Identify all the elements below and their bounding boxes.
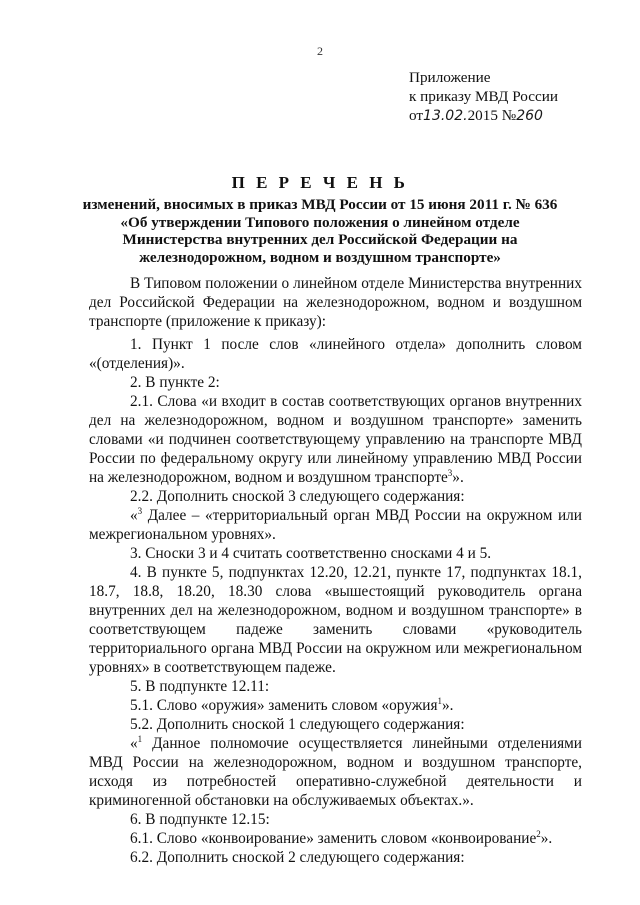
- appendix-order-ref: к приказу МВД России: [409, 88, 558, 105]
- paragraph-2-1-text: 2.1. Слова «и входит в состав соответствующих органов внутренних дел на железнодорожном, водном и воздушном транспорте» заменить словами «и подчинен соответствующему управлению на транспорте МВД России по федеральному округу или линейному управлению МВД России на железнодорожном, водном и воздушном транспорте: [89, 393, 582, 486]
- paragraph-5-1-text: 5.1. Слово «оружия» заменить словом «оружия: [130, 697, 438, 714]
- title-line-1: изменений, вносимых в приказ МВД России от 15 июня 2011 г. № 636: [82, 196, 558, 213]
- title-heading: П Е Р Е Ч Е Н Ь: [231, 173, 409, 192]
- paragraph-5-2: 5.2. Дополнить сноской 1 следующего содержания:: [130, 716, 465, 733]
- footnote-1-mark: 1: [137, 733, 143, 744]
- paragraph-6-1: [89, 829, 582, 848]
- paragraph-2: 2. В пункте 2:: [130, 374, 220, 391]
- footnote-ref-1: 1: [437, 695, 442, 706]
- paragraph-4: 4. В пункте 5, подпунктах 12.20, 12.21, пункте 17, подпунктах 18.1, 18.7, 18.8, 18.20, 18.30 слова «вышестоящий руководитель органа внутренних дел на железнодорожном, водном и воздушном транспорте» в соответствующем падеже заменить словами «руководитель территориального органа МВД России на окружном или межрегиональном уровнях» в соответствующем падеже.: [89, 564, 582, 676]
- date-year: 2015: [467, 107, 498, 124]
- paragraph-5-1: [89, 696, 582, 715]
- title-line-3: Министерства внутренних дел Российской Федерации на: [122, 231, 518, 249]
- paragraph-6: 6. В подпункте 12.15:: [130, 811, 270, 828]
- number-prefix: №: [501, 107, 517, 124]
- paragraph-intro: В Типовом положении о линейном отделе Министерства внутренних дел Российской Федерации на железнодорожном, водном и воздушном транспорте (приложение к приказу):: [89, 275, 582, 330]
- appendix-date-line: [409, 106, 558, 126]
- paragraph-6-1-text: 6.1. Слово «конвоирование» заменить словом «конвоирование: [130, 830, 537, 847]
- document-body: [89, 274, 582, 867]
- footnote-1-text: [89, 734, 582, 810]
- footnote-ref-2: 2: [536, 828, 541, 839]
- title-line-2: «Об утверждении Типового положения о линейном отделе: [120, 213, 520, 231]
- paragraph-6-1-end: ».: [540, 830, 553, 847]
- footnote-3-body: Далее – «территориальный орган МВД России на окружном или межрегиональном уровнях».: [89, 507, 582, 543]
- footnote-3-open-quote: «: [130, 507, 138, 524]
- handwritten-month: 02.: [445, 108, 468, 124]
- paragraph-2-1-end: ».: [452, 469, 464, 486]
- paragraph-2-1: [89, 392, 582, 487]
- paragraph-3: 3. Сноски 3 и 4 считать соответственно сносками 4 и 5.: [130, 545, 492, 562]
- document-title: [0, 173, 640, 266]
- date-prefix: от: [409, 107, 424, 124]
- appendix-block: [409, 68, 558, 126]
- title-line-4: железнодорожном, водном и воздушном транспорте»: [139, 248, 501, 266]
- paragraph-2-2: 2.2. Дополнить сноской 3 следующего содержания:: [130, 488, 465, 505]
- paragraph-5: 5. В подпункте 12.11:: [130, 678, 270, 695]
- paragraph-1: 1. Пункт 1 после слов «линейного отдела» дополнить словом «(отделения)».: [89, 336, 582, 372]
- handwritten-day: 13.: [423, 108, 446, 124]
- handwritten-number: 260: [516, 108, 543, 124]
- footnote-1-open-quote: «: [130, 735, 138, 752]
- footnote-1-body: Данное полномочие осуществляется линейными отделениями МВД России на железнодорожном, водном и воздушном транспорте, исходя из потребностей оперативно-служебной деятельности и криминогенной обстановки на обслуживаемых объектах.».: [89, 735, 582, 809]
- paragraph-5-1-end: ».: [442, 697, 454, 714]
- appendix-title: Приложение: [409, 69, 491, 86]
- footnote-ref-3: 3: [447, 467, 453, 478]
- footnote-3-mark: 3: [137, 505, 143, 516]
- paragraph-6-2: 6.2. Дополнить сноской 2 следующего содержания:: [130, 849, 465, 866]
- footnote-3-text: [89, 506, 582, 544]
- page-number: 2: [317, 44, 323, 58]
